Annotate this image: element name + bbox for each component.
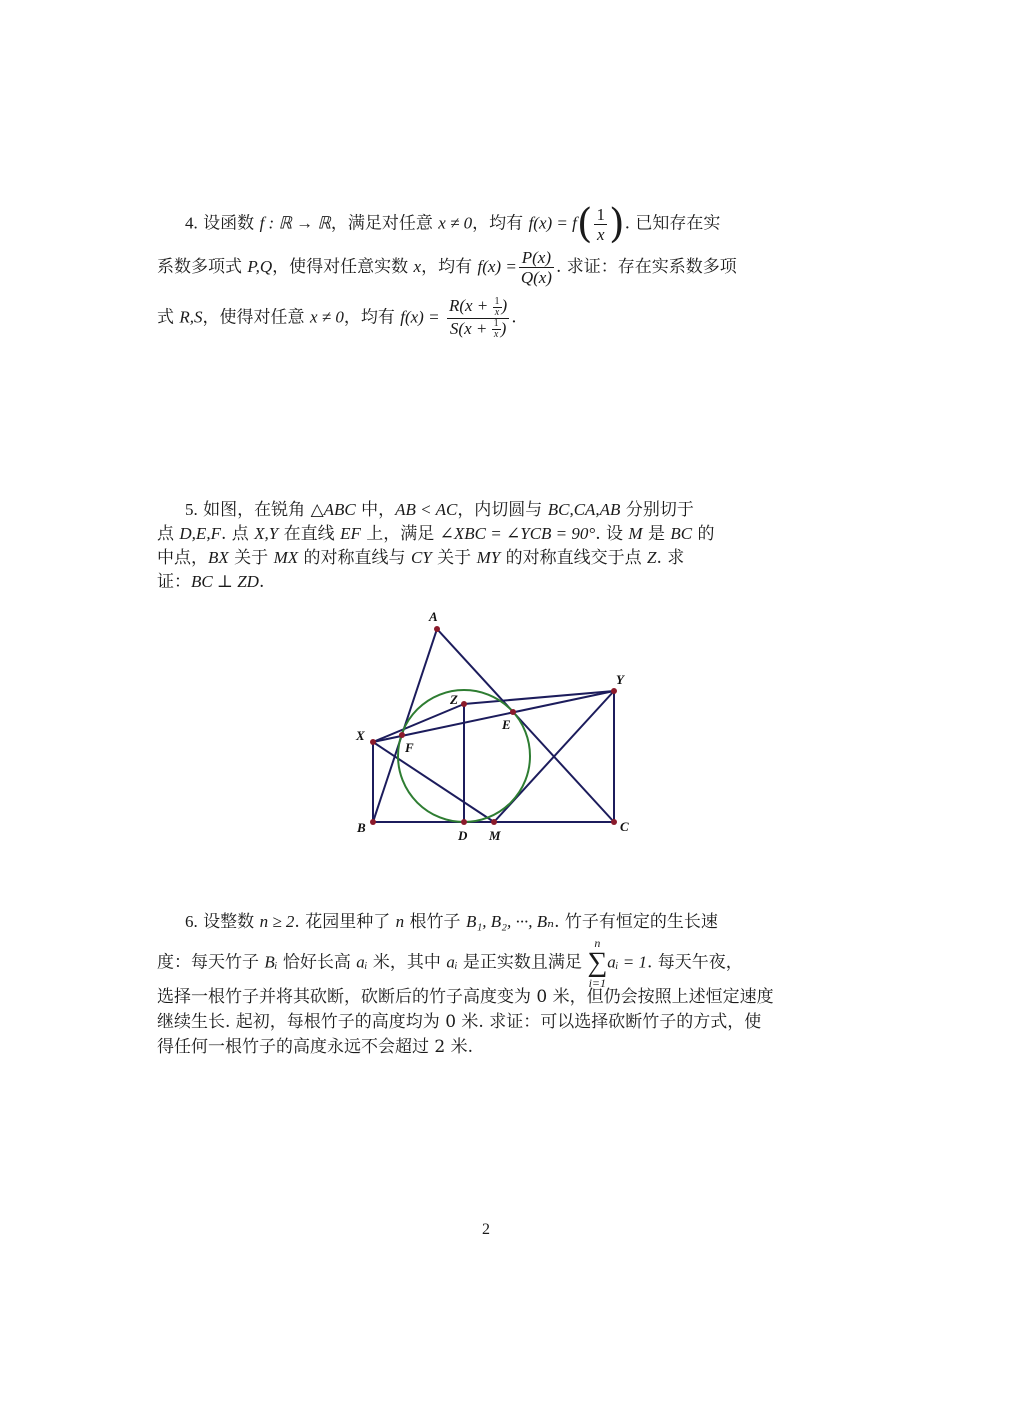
label-X: X (356, 728, 365, 743)
page-number: 2 (482, 1221, 490, 1238)
problem-5-line-2: 点 D,E,F. 点 X,Y 在直线 EF 上，满足 ∠XBC = ∠YCB = 90°. 设 M 是 BC 的 (157, 524, 715, 544)
problem-5-line-4: 证：BC ⊥ ZD. (157, 572, 265, 592)
problem-6-line-3: 选择一根竹子并将其砍断，砍断后的竹子高度变为 0 米，但仍会按照上述恒定速度 (157, 987, 774, 1007)
problem-6-line-5: 得任何一根竹子的高度永远不会超过 2 米. (157, 1037, 474, 1057)
label-D: D (458, 828, 468, 843)
right-paren: ) (608, 201, 625, 247)
label-A: A (429, 609, 438, 624)
problem-4-line-1: 4. 设函数 f : ℝ → ℝ，满足对任意 x ≠ 0，均有 f(x) = f( $\frac{1}{x}$ ). 已知存在实 (185, 201, 721, 247)
problem-6-line-1: 6. 设整数 n ≥ 2. 花园里种了 n 根竹子 B₁, B₂, ···, Bₙ. 竹子有恒定的生长速 (185, 912, 718, 932)
fraction-1-over-x: $\frac{1}{x}$ (596, 204, 605, 244)
label-F: F (405, 740, 414, 755)
problem-number: 6. (185, 912, 198, 931)
label-E: E (502, 717, 511, 732)
figure-points (370, 626, 617, 825)
summation: n ∑ i=1 (587, 936, 608, 990)
fraction-r-over-s: R(x + $\frac{1}{x}$ ) S(x + $\frac{1}{x}$ ) (448, 295, 508, 341)
problem-5-line-1: 5. 如图，在锐角 △ABC 中，AB < AC，内切圆与 BC,CA,AB 分别切于 (185, 500, 694, 520)
problem-number: 5. (185, 500, 198, 519)
label-M: M (489, 828, 501, 843)
fraction-p-over-q: $\frac{P(x)}{Q(x)}$ (520, 248, 552, 287)
problem-number: 4. (185, 213, 198, 233)
left-paren: ( (576, 201, 593, 247)
label-Z: Z (450, 692, 458, 707)
problem-4-line-2: 系数多项式 P,Q，使得对任意实数 x，均有 f(x) = $\frac{P(x)}{Q(x)}$ . 求证：存在实系数多项 (157, 248, 737, 287)
label-C: C (620, 819, 629, 834)
label-B: B (357, 820, 366, 835)
problem-5-line-3: 中点，BX 关于 MX 的对称直线与 CY 关于 MY 的对称直线交于点 Z. 求 (157, 548, 685, 568)
problem-6-line-4: 继续生长. 起初，每根竹子的高度均为 0 米. 求证：可以选择砍断竹子的方式，使 (157, 1012, 762, 1032)
problem-4-line-3: 式 R,S，使得对任意 x ≠ 0，均有 f(x) = R(x + $\frac{1}{x}$ ) S(x + $\frac{1}{x}$ ) . (157, 295, 517, 341)
label-Y: Y (616, 672, 624, 687)
problem-6-line-2: 度：每天竹子 Bᵢ 恰好长高 aᵢ 米，其中 aᵢ 是正实数且满足 n ∑ i=1 aᵢ = 1. 每天午夜， (157, 936, 743, 990)
geometry-figure (340, 600, 640, 845)
